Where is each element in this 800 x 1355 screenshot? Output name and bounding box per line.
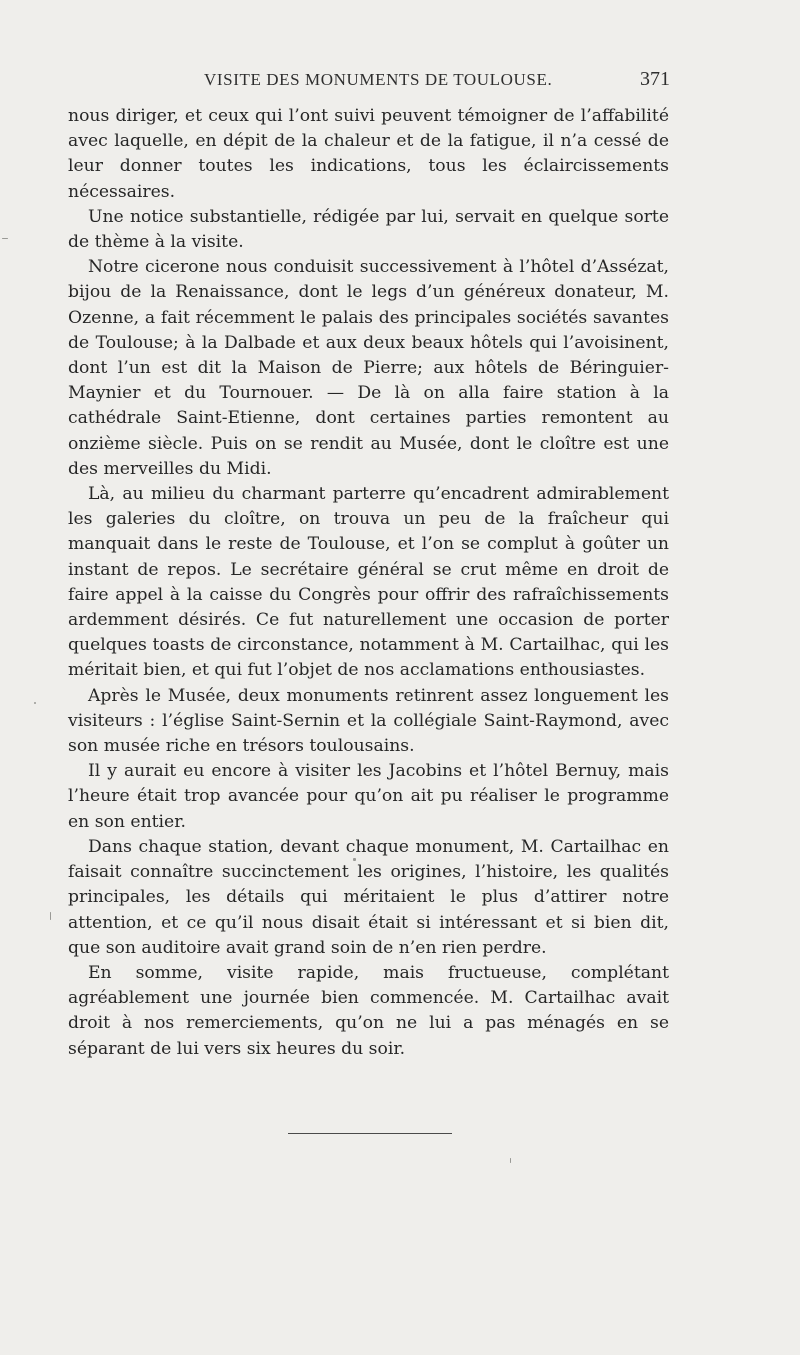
paragraph: Là, au milieu du charmant parterre qu’encadrent admirablement les galeries du cloître, on trouva un peu de la fraîcheur qui manquait dans le reste de Toulouse, et l’on se complut à goûter un instant de repos. Le secrétaire général se crut même en droit de faire appel à la caisse du Congrès pour offrir des rafraîchissements ardemment désirés. Ce fut naturellement une occasion de porter quelques toasts de circonstance, notamment à M. Cartailhac, qui les méritait bien, et qui fut l’objet de nos acclamations enthousiastes. xyxy=(68,484,669,681)
paragraph: Dans chaque station, devant chaque monument, M. Cartailhac en faisait connaître succinctement les origines, l’histoire, les qualités principales, les détails qui méritaient le plus d’attirer notre attention, et ce qu’il nous disait était si intéressant et si bien dit, que son auditoire avait grand soin de n’en rien perdre. xyxy=(68,836,669,958)
paragraph: Après le Musée, deux monuments retinrent assez longuement les visiteurs : l’église Saint-Sernin et la collégiale Saint-Raymond, avec son musée riche en trésors toulousains. xyxy=(68,685,669,757)
body-text xyxy=(68,104,669,1062)
paragraph: Une notice substantielle, rédigée par lui, servait en quelque sorte de thème à la visite. xyxy=(68,206,669,253)
paragraph: Il y aurait eu encore à visiter les Jacobins et l’hôtel Bernuy, mais l’heure était trop avancée pour qu’on ait pu réaliser le programme en son entier. xyxy=(68,761,669,832)
running-title: VISITE DES MONUMENTS DE TOULOUSE. xyxy=(204,70,553,89)
paper-speck xyxy=(34,702,36,704)
paragraph: nous diriger, et ceux qui l’ont suivi peuvent témoigner de l’affabilité avec laquelle, en dépit de la chaleur et de la fatigue, il n’a cessé de leur donner toutes les indications, tous les éclaircissements nécessaires. xyxy=(68,106,669,202)
paragraph: En somme, visite rapide, mais fructueuse, complétant agréablement une journée bien commencée. M. Cartailhac avait droit à nos remerciements, qu’on ne lui a pas ménagés en se séparant de lui vers six heures du soir. xyxy=(68,962,669,1059)
paper-speck xyxy=(2,238,8,239)
paper-speck xyxy=(50,912,51,920)
paragraph: Notre cicerone nous conduisit successivement à l’hôtel d’Assézat, bijou de la Renaissance, dont le legs d’un généreux donateur, M. Ozenne, a fait récemment le palais des principales sociétés savantes de Toulouse; à la Dalbade et aux deux beaux hôtels qui l’avoisinent, dont l’un est dit la Maison de Pierre; aux hôtels de Béringuier-Maynier et du Tournouer. — De là on alla faire station à la cathédrale Saint-Etienne, dont certaines parties remontent au onzième siècle. Puis on se rendit au Musée, dont le cloître est une des merveilles du Midi. xyxy=(68,257,669,479)
paper-speck xyxy=(510,1158,511,1163)
end-rule xyxy=(288,1133,452,1134)
page-number: 371 xyxy=(640,68,670,90)
paper-speck xyxy=(353,858,356,861)
